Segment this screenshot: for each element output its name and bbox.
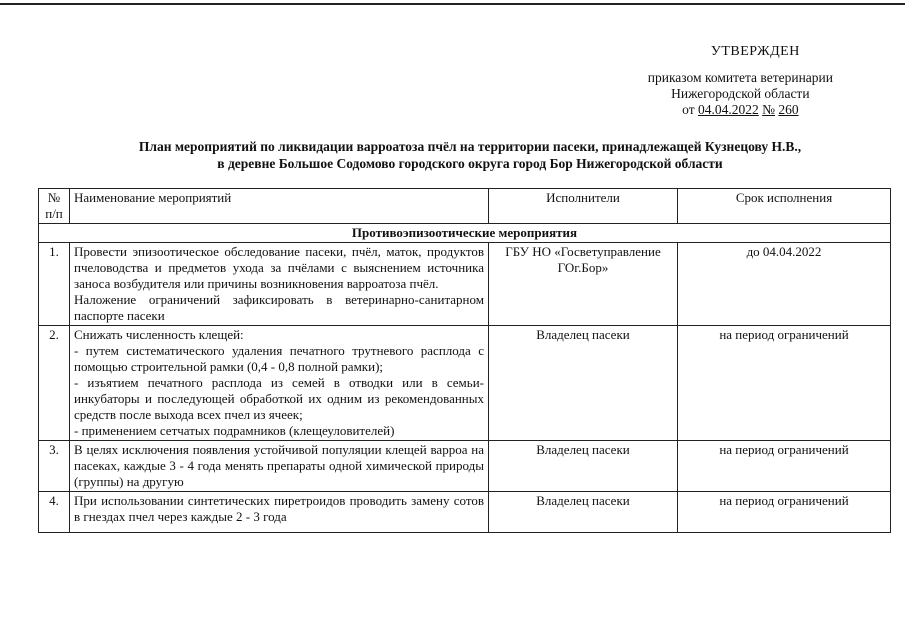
table-row [39,492,891,533]
measures-table [38,188,891,533]
action-paragraph: Наложение ограничений зафиксировать в ветеринарно-санитарном паспорте пасеки [74,292,484,323]
header-action: Наименование мероприятий [70,189,489,224]
approval-title: УТВЕРЖДЕН [710,44,800,59]
table-row [39,243,891,326]
row-number: 3. [39,441,70,492]
row-action [70,441,489,492]
row-executors: Владелец пасеки [489,492,678,533]
header-number-line-1: № [47,190,61,205]
row-term: на период ограничений [678,492,891,533]
plan-title [90,138,850,172]
header-term: Срок исполнения [678,189,891,224]
top-border-line [0,3,905,5]
action-paragraph: Снижать численность клещей: [74,327,244,342]
approval-order-line: приказом комитета ветеринарии [647,70,833,85]
action-paragraph: При использовании синтетических пиретроидов проводить замену сотов в гнездах пчел через каждые 2 - 3 года [74,493,484,524]
action-paragraph: Провести эпизоотическое обследование пасеки, пчёл, маток, продуктов пчеловодства и предметов ухода за пчёлами с выяснением источника заноса возбудителя или причины возникновения варроатоза пчёл. [74,244,484,291]
table-row [39,441,891,492]
action-paragraph: В целях исключения появления устойчивой популяции клещей варроа на пасеках, каждые 3 - 4 года менять препараты одной химической природы (группы) на другую [74,442,484,489]
section-title: Противоэпизоотические мероприятия [39,224,891,243]
approval-block [648,44,833,118]
row-number: 2. [39,326,70,441]
row-term: до 04.04.2022 [678,243,891,326]
approval-region-line: Нижегородской области [671,86,810,101]
section-row [39,224,891,243]
approval-number-sign: № [762,102,775,117]
plan-title-line-1: План мероприятий по ликвидации варроатоза пчёл на территории пасеки, принадлежащей Кузнецову Н.В., [138,139,802,154]
row-executors: ГБУ НО «Госветуправление ГОг.Бор» [489,243,678,326]
approval-from-label: от [682,102,695,117]
header-number-line-2: п/п [45,206,63,221]
approval-date: 04.04.2022 [697,102,759,117]
row-action [70,326,489,441]
action-paragraph: - изъятием печатного расплода из семей в отводки или в семьи-инкубаторы и последующей обработкой их одним из рекомендованных средств после выхода всех пчел из ячеек; [74,375,484,422]
action-paragraph: - применением сетчатых подрамников (клещеуловителей) [74,423,395,438]
table-row [39,326,891,441]
header-executors: Исполнители [489,189,678,224]
row-term: на период ограничений [678,326,891,441]
row-executors: Владелец пасеки [489,441,678,492]
row-action [70,492,489,533]
row-action [70,243,489,326]
header-number [39,189,70,224]
approval-number: 260 [778,102,799,117]
row-number: 1. [39,243,70,326]
plan-title-line-2: в деревне Большое Содомово городского округа город Бор Нижегородской области [217,156,723,171]
table-header-row [39,189,891,224]
row-number: 4. [39,492,70,533]
row-executors: Владелец пасеки [489,326,678,441]
row-term: на период ограничений [678,441,891,492]
action-paragraph: - путем систематического удаления печатного трутневого расплода с помощью строительной рамки (0,4 - 0,8 полной рамки); [74,343,484,374]
approval-date-line [648,102,833,118]
